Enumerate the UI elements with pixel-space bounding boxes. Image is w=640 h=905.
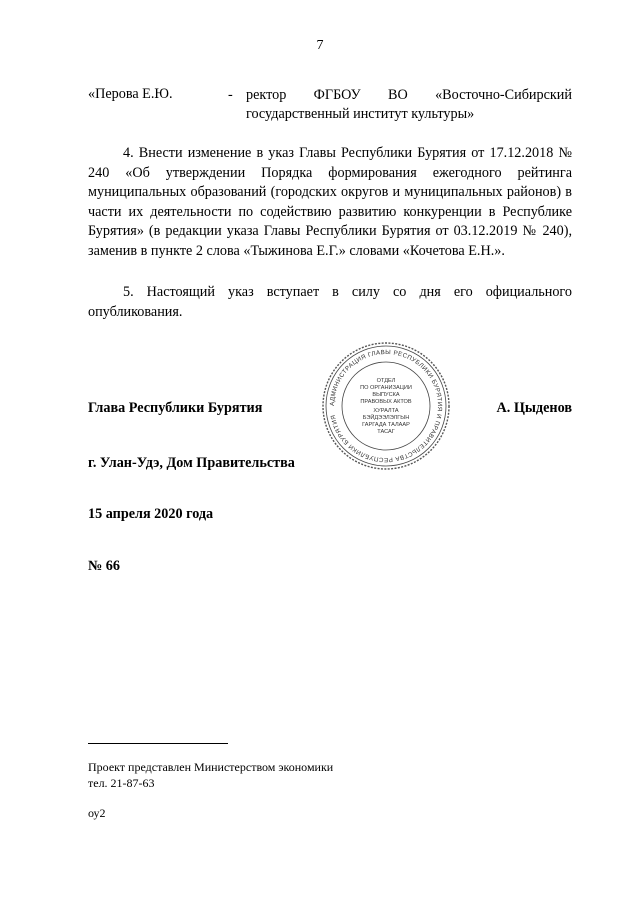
signature-title: Глава Республики Бурятия: [88, 400, 263, 416]
seal-line: БЭЙДЭЭЛЭЛГЫН: [362, 415, 410, 421]
seal-line: ХУРАЛТА: [373, 408, 399, 414]
member-role-text: ректор ФГБОУ ВО «Восточно-Сибирский государственный институт культуры»: [246, 87, 572, 122]
footer-divider: [88, 743, 228, 744]
page-number: 7: [316, 38, 324, 53]
seal-line: ВЫПУСКА: [372, 392, 400, 398]
member-role: [228, 86, 572, 124]
place: г. Улан-Удэ, Дом Правительства: [88, 455, 295, 471]
footer-code: оу2: [88, 806, 106, 820]
footer-project-note: Проект представлен Министерством экономики: [88, 760, 334, 774]
seal-line: ПО ОРГАНИЗАЦИИ: [360, 385, 412, 391]
paragraph-5: 5. Настоящий указ вступает в силу со дня его официального опубликования.: [88, 284, 572, 320]
official-seal: [320, 340, 452, 472]
svg-text:АДМИНИСТРАЦИЯ ГЛАВЫ РЕСПУБЛИКИ: [329, 349, 443, 463]
member-name: «Перова Е.Ю.: [88, 86, 173, 102]
signature-name: А. Цыденов: [496, 400, 572, 416]
seal-line: ОТДЕЛ: [376, 378, 396, 384]
seal-ring-text: АДМИНИСТРАЦИЯ ГЛАВЫ РЕСПУБЛИКИ БУРЯТИЯ И ПРАВИТЕЛЬСТВА РЕСПУБЛИКИ БУРЯТИЯ: [328, 348, 444, 464]
seal-line: ГАРГАДА ТАЛААР: [362, 422, 410, 428]
seal-line: ТАСАГ: [377, 429, 395, 435]
member-dash: -: [228, 87, 233, 103]
document-date: 15 апреля 2020 года: [88, 506, 214, 522]
paragraph-4: 4. Внести изменение в указ Главы Республики Бурятия от 17.12.2018 № 240 «Об утверждении Порядка формирования ежегодного рейтинга муниципальных образований (городских округов и муниципальных районов) в части их деятельности по содействию развитию конкуренции в Республике Бурятия» (в редакции указа Главы Республики Бурятия от 03.12.2019 № 240), заменив в пункте 2 слова «Тыжинова Е.Г.» словами «Кочетова Е.Н.».: [88, 145, 572, 259]
document-number: № 66: [88, 558, 120, 574]
seal-line: ПРАВОВЫХ АКТОВ: [360, 399, 412, 405]
footer-phone: тел. 21-87-63: [88, 776, 155, 790]
